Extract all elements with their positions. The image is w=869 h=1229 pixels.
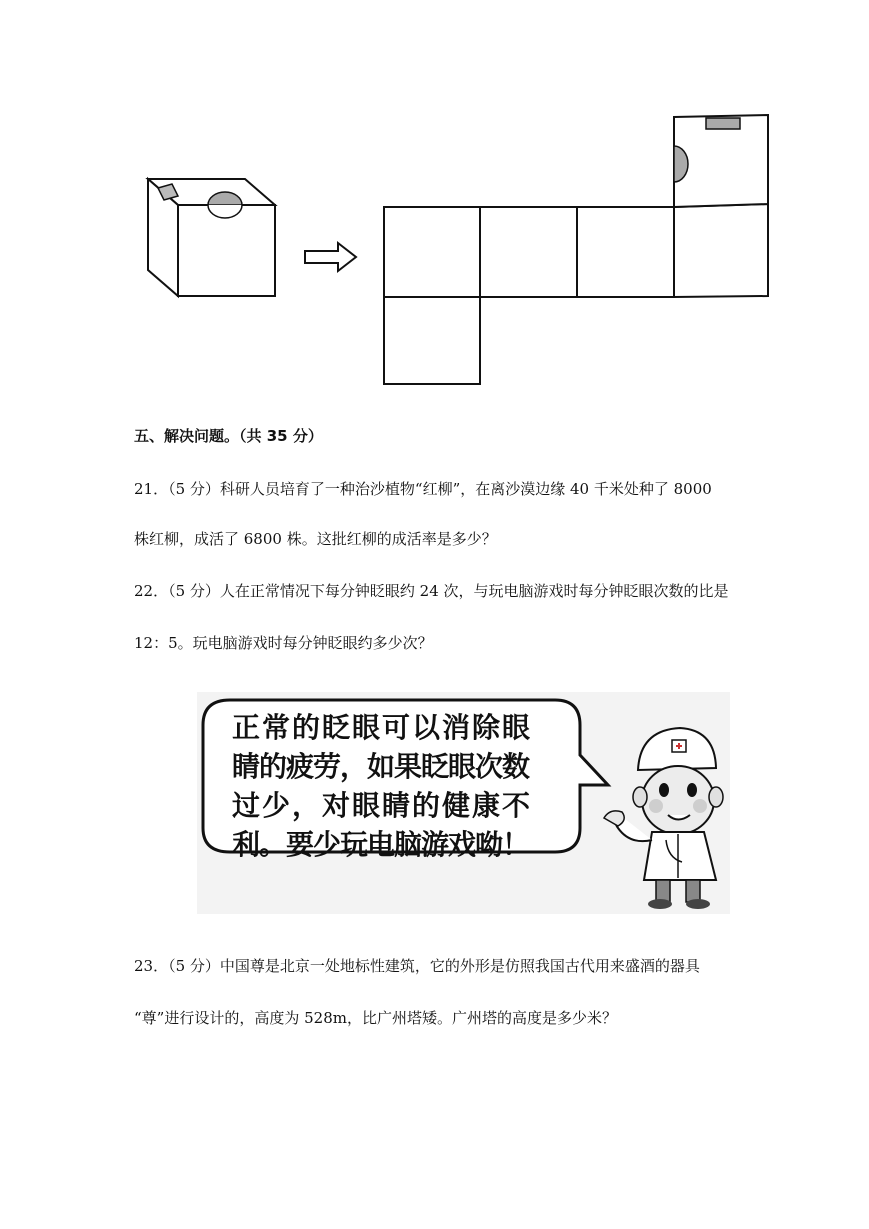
question-23-line-2: “尊”进行设计的，高度为 528m，比广州塔矮。广州塔的高度是多少米？ <box>134 1009 617 1027</box>
question-21-line-2: 株红柳，成活了 6800 株。这批红柳的成活率是多少？ <box>134 530 497 548</box>
section-title: 五、解决问题。（共 35 分） <box>134 427 323 445</box>
question-22-line-2: 12：5。玩电脑游戏时每分钟眨眼约多少次？ <box>134 634 433 652</box>
speech-line-2: 睛的疲劳，如果眨眼次数 <box>232 750 530 783</box>
speech-line-4: 利。要少玩电脑游戏呦！ <box>232 828 530 861</box>
speech-bubble-text <box>232 708 562 864</box>
speech-line-3: 过少，对眼睛的健康不 <box>232 789 533 822</box>
question-21-line-1: 21．（5 分）科研人员培育了一种治沙植物“红柳”，在离沙漠边缘 40 千米处种了 8000 <box>134 480 712 498</box>
speech-line-1: 正常的眨眼可以消除眼 <box>232 711 533 744</box>
question-23-line-1: 23．（5 分）中国尊是北京一处地标性建筑，它的外形是仿照我国古代用来盛酒的器具 <box>134 957 700 975</box>
question-22-line-1: 22．（5 分）人在正常情况下每分钟眨眼约 24 次，与玩电脑游戏时每分钟眨眼次数的比是 <box>134 582 729 600</box>
